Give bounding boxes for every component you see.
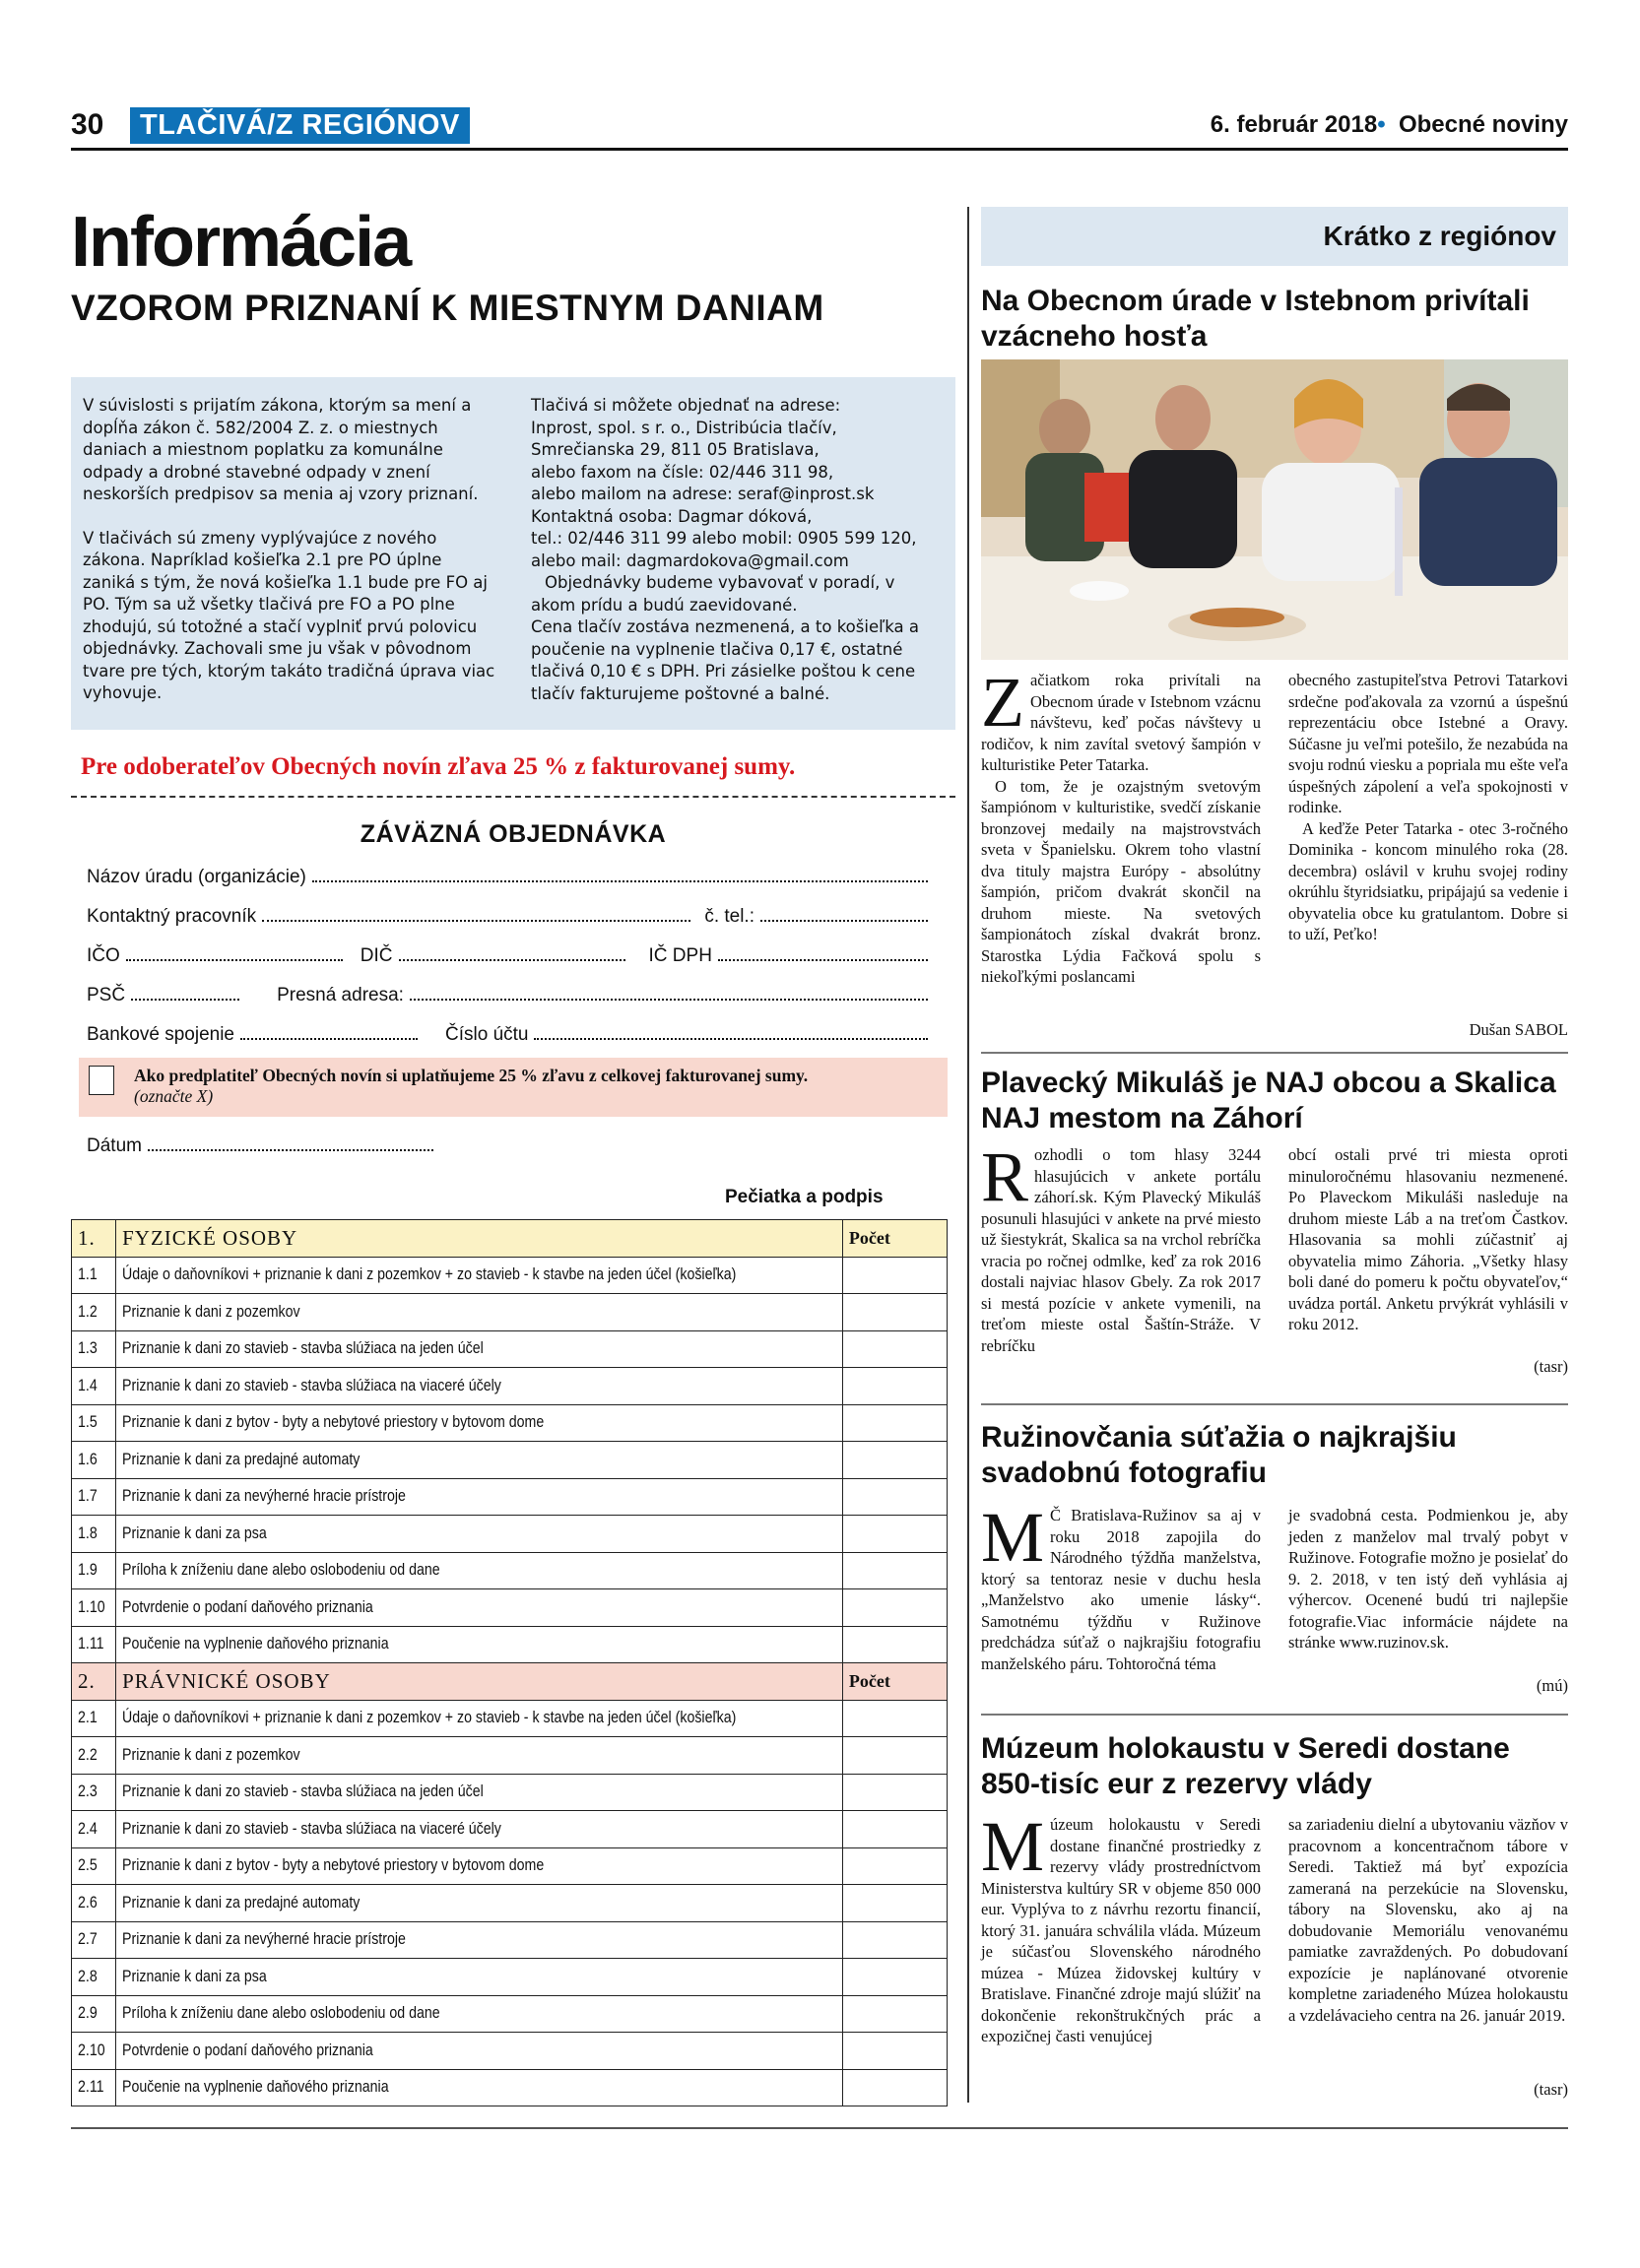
info-column-1 bbox=[83, 395, 495, 712]
article-3-author: (mú) bbox=[1536, 1676, 1568, 1695]
article-divider bbox=[981, 1052, 1568, 1054]
table-row bbox=[72, 1257, 948, 1294]
article-1-photo bbox=[981, 359, 1568, 660]
form-number: 2.2 bbox=[72, 1737, 116, 1775]
info-paragraph: V tlačivách sú zmeny vyplývajúce z nového zákona. Napríklad košieľka 2.1 pre PO úplne zaniká s tým, že nová košieľka 1.1 bude pre FO aj PO. Tým sa už všetky tlačivá pre FO a PO plne zhodujú, sú totožné a stačí vyplniť prvú polovicu objednávky. Zachovali sme ju však v pôvodnom tvare pre tých, ktorým takáto tradičná úprava viac vyhovuje. bbox=[83, 528, 495, 702]
article-3-text-2: je svadobná cesta. Podmienkou je, aby jeden z manželov mal trvalý pobyt v Ružinove. Fotografie možno je posielať do 9. 2. 2018, v ten istý deň vyhlásia aj výhercov. Ocenené budú tri najlepšie fotografie.Viac informácie nájdete na stránke www.ruzinov.sk. bbox=[1288, 1506, 1568, 1652]
article-4-author: (tasr) bbox=[1534, 2080, 1568, 2099]
count-cell[interactable] bbox=[842, 1700, 947, 1737]
article-2-body bbox=[981, 1137, 1568, 1356]
table-row bbox=[72, 1368, 948, 1405]
info-line: alebo faxom na čísle: 02/446 311 98, bbox=[531, 462, 834, 482]
column-separator bbox=[967, 207, 969, 2103]
form-name: Príloha k zníženiu dane alebo oslobodeniu od dane bbox=[116, 1552, 843, 1589]
section-label: TLAČIVÁ/Z REGIÓNOV bbox=[130, 107, 470, 144]
article-1-para-1: ačiatkom roka privítali na Obecnom úrade v Istebnom vzácnu návštevu, keď počas návštevy u rodičov, k nim zavítal svetový šampión v kulturistike Peter Tatarka. bbox=[981, 671, 1261, 774]
table-row bbox=[72, 1589, 948, 1627]
form-name: Poučenie na vyplnenie daňového priznania bbox=[116, 1626, 843, 1663]
table-row bbox=[72, 1847, 948, 1885]
checkbox-text bbox=[134, 1066, 808, 1107]
issue-date: 6. február 2018 bbox=[1210, 111, 1378, 138]
count-cell[interactable] bbox=[842, 1995, 947, 2033]
form-number: 2.11 bbox=[72, 2069, 116, 2106]
form-number: 2.6 bbox=[72, 1885, 116, 1922]
table-section-header bbox=[72, 1663, 948, 1701]
discount-note: Pre odoberateľov Obecných novín zľava 25 % z fakturovanej sumy. bbox=[81, 753, 796, 780]
table-row bbox=[72, 1330, 948, 1368]
article-3-col-2 bbox=[1288, 1505, 1568, 1674]
info-line: Inprost, spol. s r. o., Distribúcia tlačív, Smrečianska 29, 811 05 Bratislava, bbox=[531, 418, 837, 459]
section-title: PRÁVNICKÉ OSOBY bbox=[116, 1663, 843, 1701]
form-name: Priznanie k dani za predajné automaty bbox=[116, 1885, 843, 1922]
form-number: 2.1 bbox=[72, 1700, 116, 1737]
drop-cap: M bbox=[981, 1807, 1045, 1886]
count-cell[interactable] bbox=[842, 1257, 947, 1294]
form-number: 2.5 bbox=[72, 1847, 116, 1885]
form-name: Priznanie k dani z bytov - byty a nebytové priestory v bytovom dome bbox=[116, 1404, 843, 1442]
section-title: FYZICKÉ OSOBY bbox=[116, 1220, 843, 1258]
order-title: ZÁVÄZNÁ OBJEDNÁVKA bbox=[360, 820, 667, 848]
contact-field[interactable] bbox=[262, 908, 690, 922]
form-number: 2.3 bbox=[72, 1774, 116, 1811]
form-row-contact bbox=[87, 906, 934, 928]
table-row bbox=[72, 1737, 948, 1775]
form-number: 1.7 bbox=[72, 1478, 116, 1516]
count-cell[interactable] bbox=[842, 1737, 947, 1775]
address-field[interactable] bbox=[410, 987, 928, 1001]
form-number: 1.9 bbox=[72, 1552, 116, 1589]
article-2-text-1: ozhodli o tom hlasy 3244 hlasujúcich v ankete portálu záhorí.sk. Kým Plavecký Mikuláš posunuli hlasujúci v ankete na prvé miesto už šiestykrát, Skalica sa na vrchol rebríčka vracia po ročnej odmlke, keď za rok 2016 dostali najviac hlasov Gbely. Za rok 2017 si mestá pozície v ankete vymenili, na treťom mieste ostal Šaštín-Stráže. V rebríčku bbox=[981, 1145, 1261, 1355]
article-1-title: Na Obecnom úrade v Istebnom privítali vzácneho hosťa bbox=[981, 285, 1530, 353]
count-cell[interactable] bbox=[842, 2069, 947, 2106]
form-number: 1.5 bbox=[72, 1404, 116, 1442]
article-1-para-3: obecného zastupiteľstva Petrovi Tatarkovi srdečne poďakovala za vzornú a úspešnú reprezentáciu obce Istebné a Oravy. Súčasne ju veľmi potešilo, že nezabúda na svoju rodnú viesku a popriala mu ešte veľa úspešných zápolení a veľa spokojnosti v rodinke. bbox=[1288, 671, 1568, 816]
article-4-col-1 bbox=[981, 1807, 1261, 2047]
table-row bbox=[72, 1552, 948, 1589]
phone-field[interactable] bbox=[760, 908, 928, 922]
bank-label: Bankové spojenie bbox=[87, 1024, 234, 1045]
count-cell[interactable] bbox=[842, 1442, 947, 1479]
form-number: 2.10 bbox=[72, 2033, 116, 2070]
table-row bbox=[72, 1921, 948, 1959]
info-box bbox=[71, 377, 955, 730]
count-cell[interactable] bbox=[842, 1626, 947, 1663]
dic-label: DIČ bbox=[360, 945, 393, 966]
page-header bbox=[71, 102, 1568, 148]
stamp-signature-label: Pečiatka a podpis bbox=[725, 1187, 884, 1207]
article-1-col-1 bbox=[981, 663, 1261, 988]
ico-field[interactable] bbox=[126, 947, 343, 961]
contact-label: Kontaktný pracovník bbox=[87, 906, 257, 927]
page-number: 30 bbox=[71, 108, 104, 141]
info-line: Cena tlačív zostáva nezmenená, a to košieľka a poučenie na vyplnenie tlačiva 0,17 €, ostatné tlačivá 0,10 € s DPH. Pri zásielke poštou k cene tlačív fakturujeme poštovné a balné. bbox=[531, 617, 920, 703]
form-name: Potvrdenie o podaní daňového priznania bbox=[116, 2033, 843, 2070]
info-line: Objednávky budeme vybavovať v poradí, v akom prídu a budú zaevidované. bbox=[531, 573, 895, 615]
date-label: Dátum bbox=[87, 1135, 142, 1156]
drop-cap: M bbox=[981, 1498, 1045, 1577]
article-4-text-2: sa zariadeniu dielní a ubytovaniu väzňov v pracovnom a koncentračnom tábore v Seredi. Taktiež má byť expozícia zameraná na perzekúcie na Slovensku, tábory na Slovensku, ako aj na dobudovanie Memoriálu venovanému pamiatke zavraždených. Po dobudovaní expozície je naplánované otvorenie kompletne zariadeného Múzea holokaustu a vzdelávacieho centra na 26. január 2019. bbox=[1288, 1815, 1568, 2025]
article-divider bbox=[981, 1714, 1568, 1716]
cut-line bbox=[71, 796, 955, 798]
subscriber-checkbox[interactable] bbox=[89, 1066, 114, 1095]
form-name: Priznanie k dani za psa bbox=[116, 1959, 843, 1996]
form-name: Priznanie k dani za predajné automaty bbox=[116, 1442, 843, 1479]
office-label: Názov úradu (organizácie) bbox=[87, 867, 306, 887]
form-name: Priznanie k dani z bytov - byty a nebytové priestory v bytovom dome bbox=[116, 1847, 843, 1885]
form-name: Poučenie na vyplnenie daňového priznania bbox=[116, 2069, 843, 2106]
article-2-para-1 bbox=[981, 1137, 1261, 1356]
count-cell[interactable] bbox=[842, 1589, 947, 1627]
article-1-para bbox=[981, 663, 1261, 776]
icdph-field[interactable] bbox=[718, 947, 928, 961]
article-2-text-2: obcí ostali prvé tri miesta oproti minuloročnému hlasovaniu nezmenené. Po Plaveckom Mikuláši nasleduje na druhom mieste Láb a na treťom Častkov. Hlasovania sa mohli zúčastniť aj obyvatelia mimo Záhoria. „Všetky hlasy boli dané do pomeru k počtu obyvateľov,“ uvádza portál. Anketu prvýkrát vyhlásili v roku 2012. bbox=[1288, 1145, 1568, 1333]
article-3-text-1: Č Bratislava-Ružinov sa aj v roku 2018 zapojila do Národného týždňa manželstva, ktorý sa tentoraz nesie v duchu hesla „Manželstvo ako umenie lásky“. Samotnému týždňu v Ružinove predchádza súťaž o najkrajšiu fotografiu manželského páru. Tohtoročná téma bbox=[981, 1506, 1261, 1673]
form-name: Priznanie k dani z pozemkov bbox=[116, 1294, 843, 1331]
form-number: 1.11 bbox=[72, 1626, 116, 1663]
table-row bbox=[72, 1774, 948, 1811]
date-field[interactable] bbox=[148, 1137, 433, 1151]
page-bottom-rule bbox=[71, 2127, 1568, 2129]
article-4-para-1 bbox=[981, 1807, 1261, 2047]
table-row bbox=[72, 1885, 948, 1922]
form-name: Priznanie k dani za psa bbox=[116, 1516, 843, 1553]
count-cell[interactable] bbox=[842, 1552, 947, 1589]
section-banner: Krátko z regiónov bbox=[981, 207, 1568, 266]
form-number: 2.4 bbox=[72, 1811, 116, 1848]
count-cell[interactable] bbox=[842, 1959, 947, 1996]
form-name: Priznanie k dani zo stavieb - stavba slúžiaca na jeden účel bbox=[116, 1330, 843, 1368]
section-number: 2. bbox=[72, 1663, 116, 1701]
form-name: Údaje o daňovníkovi + priznanie k dani z pozemkov + zo stavieb - k stavbe na jeden účel (košieľka) bbox=[116, 1700, 843, 1737]
count-cell[interactable] bbox=[842, 1404, 947, 1442]
count-cell[interactable] bbox=[842, 1294, 947, 1331]
table-row bbox=[72, 1516, 948, 1553]
article-2-col-2 bbox=[1288, 1144, 1568, 1356]
table-row bbox=[72, 1959, 948, 1996]
count-cell[interactable] bbox=[842, 1774, 947, 1811]
article-4-col-2 bbox=[1288, 1814, 1568, 2047]
article-2-col-1 bbox=[981, 1137, 1261, 1356]
section-number: 1. bbox=[72, 1220, 116, 1258]
form-number: 1.2 bbox=[72, 1294, 116, 1331]
count-header: Počet bbox=[842, 1220, 947, 1258]
table-row bbox=[72, 1404, 948, 1442]
checkbox-label: Ako predplatiteľ Obecných novín si uplatňujeme 25 % zľavu z celkovej fakturovanej sumy. bbox=[134, 1066, 809, 1085]
article-1-author: Dušan SABOL bbox=[1469, 1020, 1568, 1039]
phone-label: č. tel.: bbox=[704, 906, 754, 927]
form-name: Údaje o daňovníkovi + priznanie k dani z pozemkov + zo stavieb - k stavbe na jeden účel (košieľka) bbox=[116, 1257, 843, 1294]
count-cell[interactable] bbox=[842, 1516, 947, 1553]
article-2-author: (tasr) bbox=[1534, 1357, 1568, 1376]
form-name: Priznanie k dani zo stavieb - stavba slúžiaca na viaceré účely bbox=[116, 1811, 843, 1848]
table-row bbox=[72, 1442, 948, 1479]
info-line: tel.: 02/446 311 99 alebo mobil: 0905 599 120, bbox=[531, 529, 917, 548]
table-row bbox=[72, 1294, 948, 1331]
form-row-date bbox=[87, 1135, 439, 1157]
account-label: Číslo účtu bbox=[445, 1024, 529, 1045]
psc-label: PSČ bbox=[87, 985, 126, 1005]
form-name: Priznanie k dani z pozemkov bbox=[116, 1737, 843, 1775]
info-line: alebo mailom na adrese: seraf@inprost.sk bbox=[531, 485, 875, 503]
article-3-body bbox=[981, 1498, 1568, 1674]
form-number: 2.7 bbox=[72, 1921, 116, 1959]
form-name: Potvrdenie o podaní daňového priznania bbox=[116, 1589, 843, 1627]
article-3-title: Ružinovčania súťažia o najkrajšiu svadobnú fotografiu bbox=[981, 1421, 1457, 1489]
table-row bbox=[72, 1626, 948, 1663]
article-1-para-2: O tom, že je ozajstným svetovým šampiónom v kulturistike, svedčí získanie bronzovej medaily na majstrovstvách sveta v Španielsku. Okrem toho vlastní dva tituly majstra Európy - absolútny šampión, pričom dvakrát skončil na druhom mieste. Na svetových šampionátoch získal dvakrát bronz. Starostka Lýdia Fačková spolu s niekoľkými poslancami bbox=[981, 776, 1261, 986]
form-name: Priznanie k dani zo stavieb - stavba slúžiaca na viaceré účely bbox=[116, 1368, 843, 1405]
form-number: 2.9 bbox=[72, 1995, 116, 2033]
count-header: Počet bbox=[842, 1663, 947, 1701]
bank-field[interactable] bbox=[240, 1026, 418, 1040]
drop-cap: Z bbox=[981, 663, 1024, 742]
form-number: 1.10 bbox=[72, 1589, 116, 1627]
subscriber-discount-bar bbox=[79, 1058, 948, 1117]
form-number: 1.1 bbox=[72, 1257, 116, 1294]
article-4-text-1: úzeum holokaustu v Seredi dostane finančné prostriedky z rezervy vlády prostredníctvom Ministerstva kultúry SR v objeme 850 000 eur. Vyplýva to z návrhu rezortu financií, ktorý 31. januára schválila vláda. Múzeum je súčasťou Slovenského národného múzea - Múzea židovskej kultúry v Bratislave. Finančné zdroje majú slúžiť na dokončenie rekonštrukčných prác a expozičnej časti venujúcej bbox=[981, 1815, 1261, 2045]
count-cell[interactable] bbox=[842, 1478, 947, 1516]
info-line: Kontaktná osoba: Dagmar dóková, bbox=[531, 506, 813, 526]
form-number: 1.6 bbox=[72, 1442, 116, 1479]
paper-name: Obecné noviny bbox=[1398, 111, 1568, 138]
ico-label: IČO bbox=[87, 945, 120, 966]
address-label: Presná adresa: bbox=[277, 985, 404, 1005]
form-row-office bbox=[87, 867, 934, 888]
form-row-address bbox=[87, 985, 934, 1006]
count-cell[interactable] bbox=[842, 2033, 947, 2070]
table-row bbox=[72, 2033, 948, 2070]
form-number: 1.4 bbox=[72, 1368, 116, 1405]
form-number: 2.8 bbox=[72, 1959, 116, 1996]
table-row bbox=[72, 1811, 948, 1848]
table-row bbox=[72, 2069, 948, 2106]
info-paragraph: V súvislosti s prijatím zákona, ktorým sa mení a dopĺňa zákon č. 582/2004 Z. z. o miestnych daniach a miestnom poplatku za komunálne odpady a drobné stavebné odpady v znení neskorších predpisov sa menia aj vzory priznaní. bbox=[83, 396, 479, 503]
article-3-col-1 bbox=[981, 1498, 1261, 1674]
article-1-para-4: A keďže Peter Tatarka - otec 3-ročného Dominika - koncom minulého roka (28. decembra) oslávil v kruhu svojej rodiny okrúhlu štyridsiatku, pripájajú sa vedenie i obyvatelia obce ku gratulantom. Dobre si to uží, Peťko! bbox=[1288, 818, 1568, 943]
office-field[interactable] bbox=[312, 869, 928, 882]
form-name: Príloha k zníženiu dane alebo oslobodeniu od dane bbox=[116, 1995, 843, 2033]
count-cell[interactable] bbox=[842, 1885, 947, 1922]
dic-field[interactable] bbox=[399, 947, 625, 961]
form-number: 1.3 bbox=[72, 1330, 116, 1368]
header-rule bbox=[71, 148, 1568, 151]
page-subtitle: VZOROM PRIZNANÍ K MIESTNYM DANIAM bbox=[71, 288, 824, 328]
article-3-para-1 bbox=[981, 1498, 1261, 1674]
psc-field[interactable] bbox=[131, 987, 239, 1001]
article-1-body bbox=[981, 663, 1568, 988]
article-1-col-2 bbox=[1288, 670, 1568, 988]
icdph-label: IČ DPH bbox=[648, 945, 712, 966]
masthead-info bbox=[1211, 111, 1568, 139]
count-cell[interactable] bbox=[842, 1847, 947, 1885]
article-divider bbox=[981, 1403, 1568, 1405]
info-column-2 bbox=[531, 395, 944, 712]
bullet-separator: • bbox=[1377, 111, 1386, 138]
form-name: Priznanie k dani zo stavieb - stavba slúžiaca na jeden účel bbox=[116, 1774, 843, 1811]
account-field[interactable] bbox=[534, 1026, 928, 1040]
table-row bbox=[72, 1995, 948, 2033]
form-row-bank bbox=[87, 1024, 934, 1046]
page-title: Informácia bbox=[71, 203, 411, 282]
count-cell[interactable] bbox=[842, 1811, 947, 1848]
count-cell[interactable] bbox=[842, 1368, 947, 1405]
form-number: 1.8 bbox=[72, 1516, 116, 1553]
table-row bbox=[72, 1478, 948, 1516]
article-4-body bbox=[981, 1807, 1568, 2047]
count-cell[interactable] bbox=[842, 1921, 947, 1959]
drop-cap: R bbox=[981, 1137, 1029, 1216]
info-line: alebo mail: dagmardokova@gmail.com bbox=[531, 551, 849, 570]
count-cell[interactable] bbox=[842, 1330, 947, 1368]
info-line: Tlačivá si môžete objednať na adrese: bbox=[531, 396, 841, 415]
article-2-title: Plavecký Mikuláš je NAJ obcou a Skalica NAJ mestom na Záhorí bbox=[981, 1067, 1556, 1134]
forms-table bbox=[71, 1219, 948, 2106]
table-row bbox=[72, 1700, 948, 1737]
form-row-ids bbox=[87, 945, 934, 967]
article-4-title: Múzeum holokaustu v Seredi dostane 850-tisíc eur z rezervy vlády bbox=[981, 1732, 1510, 1800]
table-section-header bbox=[72, 1220, 948, 1258]
checkbox-hint: (označte X) bbox=[134, 1086, 214, 1106]
form-name: Priznanie k dani za nevýherné hracie prístroje bbox=[116, 1478, 843, 1516]
form-name: Priznanie k dani za nevýherné hracie prístroje bbox=[116, 1921, 843, 1959]
